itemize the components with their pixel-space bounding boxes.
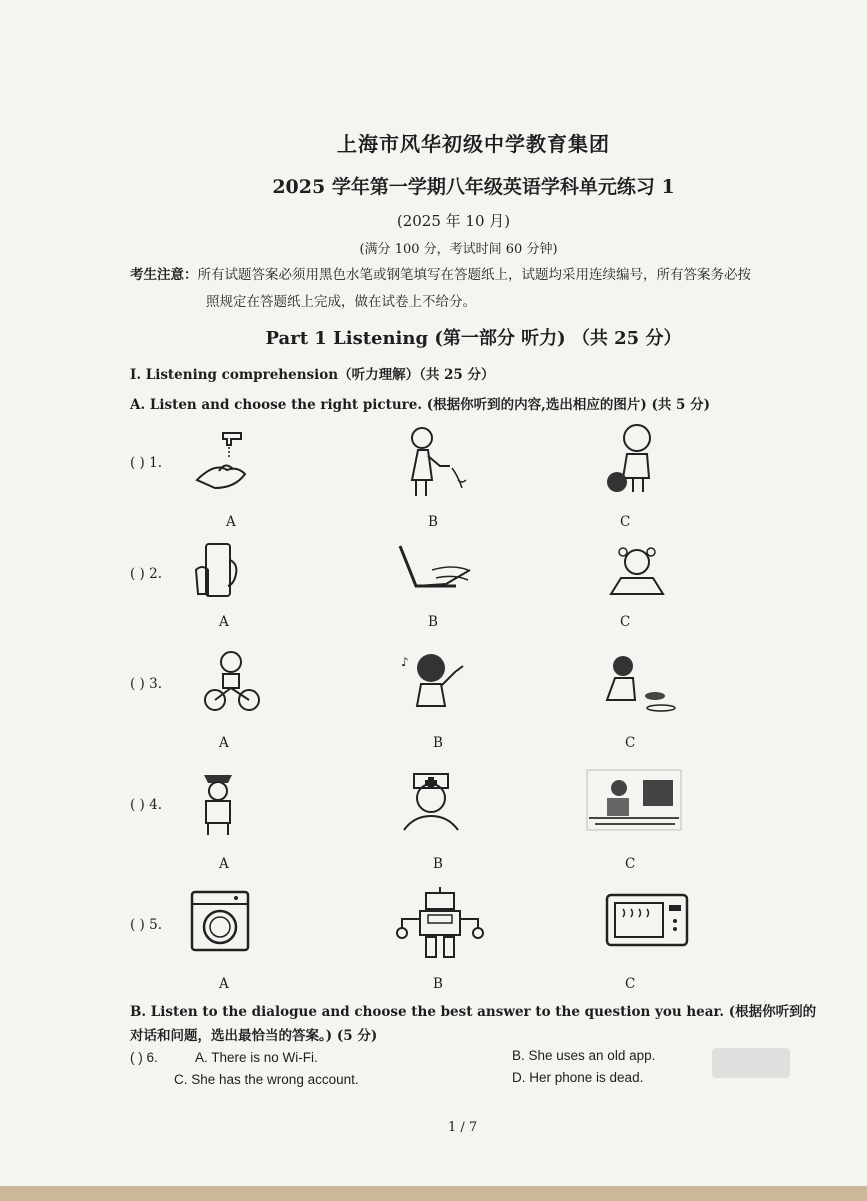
repairman-icon [585,768,683,832]
question-5-number: ( ) 5. [130,917,162,933]
washing-hands-icon [193,425,255,495]
q2-option-c-label: C [620,614,631,630]
q3-option-a-label: A [219,735,229,751]
question-6-number [130,1050,158,1065]
q4-option-c-label: C [625,856,636,872]
hand-holding-phone-icon [188,540,243,602]
school-name: 上海市风华初级中学教育集团 [337,132,610,156]
typing-laptop-icon [392,540,474,602]
question-3-number: ( ) 3. [130,676,162,692]
stamp-mark [712,1048,790,1078]
girl-watering-flowers-icon [400,420,470,500]
q6-blank: ( ) 6. [130,1050,158,1065]
girl-reading-icon [607,542,669,600]
robot-icon [390,885,490,961]
notice-label: 考生注意： [130,267,198,283]
question-1-number: ( ) 1. [130,455,162,471]
q3-option-b-label: B [433,735,443,751]
question-4-number: ( ) 4. [130,797,162,813]
question-2-number: ( ) 2. [130,566,162,582]
svg-text:♪: ♪ [401,655,409,669]
q1-option-b-label: B [428,514,438,530]
q4-option-b-label: B [433,856,443,872]
q5-option-b-label: B [433,976,443,992]
notice-line2: 照规定在答题纸上完成，做在试卷上不给分。 [206,294,476,310]
section-b-heading: B. Listen to the dialogue and choose the best answer to the question you hear. (根据你听到的对话和问题，选出最恰当的答案。) (5 分) [130,1004,817,1044]
q5-option-a-label: A [219,976,229,992]
doctor-icon [400,768,462,832]
q4-option-a-label: A [219,856,229,872]
q6-option-c: C. She has the wrong account. [174,1072,359,1087]
boy-singing-icon [397,650,471,716]
section-a-heading: A. Listen and choose the right picture. (根据你听到的内容,选出相应的图片) (共 5 分) [130,397,711,413]
q6-option-d: D. Her phone is dead. [512,1070,644,1085]
part1-heading: Part 1 Listening (第一部分 听力) （共 25 分） [265,328,682,349]
q2-option-b-label: B [428,614,438,630]
page-number: 1 / 7 [448,1120,478,1135]
q3-option-c-label: C [625,735,636,751]
q6-option-b: B. She uses an old app. [512,1048,656,1063]
boy-playing-sand-icon [597,652,679,716]
score-time: (满分 100 分，考试时间 60 分钟) [359,242,558,257]
q2-option-a-label: A [219,614,229,630]
q5-option-c-label: C [625,976,636,992]
policeman-icon [196,765,240,837]
q1-option-c-label: C [620,514,631,530]
boy-playing-ball-icon [603,420,665,496]
notice-line1: 所有试题答案必须用黑色水笔或钢笔填写在答题纸上，试题均采用连续编号，所有答案务必按 [197,267,751,283]
microwave-oven-icon [605,893,689,947]
exam-title: 2025 学年第一学期八年级英语学科单元练习 1 [272,176,675,198]
section-1-heading: I. Listening comprehension（听力理解）（共 25 分） [130,367,495,383]
q6-option-a: A. There is no Wi-Fi. [195,1050,318,1065]
desk-surface [0,1186,867,1201]
exam-date: (2025 年 10 月) [396,212,511,230]
washing-machine-icon [190,890,250,954]
notice [130,262,830,316]
q1-option-a-label: A [226,514,236,530]
boy-riding-bike-icon [203,648,261,714]
